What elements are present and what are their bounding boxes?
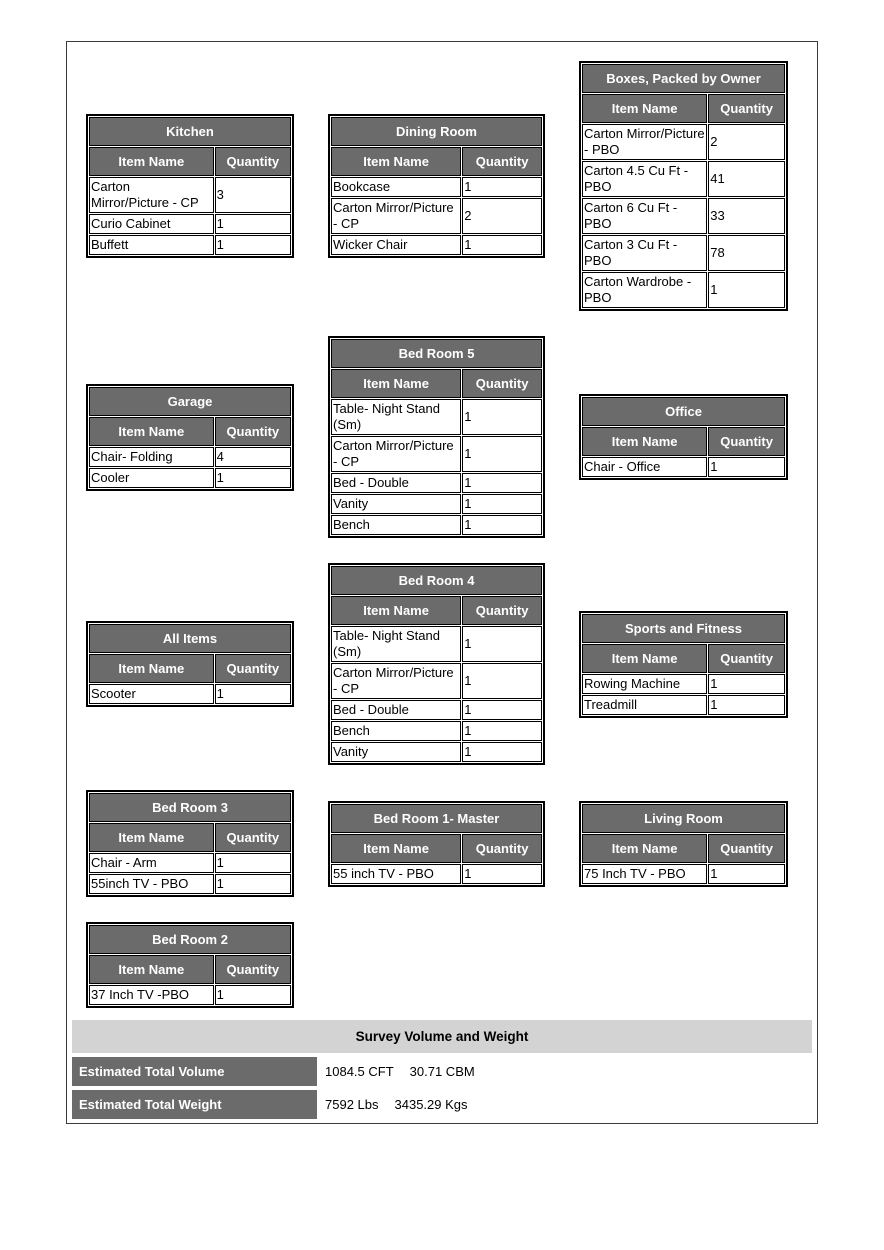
table-title-row [89,624,291,653]
table-row [89,985,291,1005]
column-header-item-name: Item Name [331,369,461,398]
column-header-row [582,94,785,123]
table-title: Bed Room 4 [331,566,542,595]
item-name-cell: Carton 4.5 Cu Ft - PBO [582,161,707,197]
item-name-cell: Vanity [331,742,461,762]
summary-row-weight [72,1090,812,1119]
table-title-row [582,64,785,93]
room-table [328,801,545,887]
item-name-cell: Bench [331,515,461,535]
table-row [582,457,785,477]
estimated-total-weight-label: Estimated Total Weight [72,1090,317,1119]
item-name-cell: Buffett [89,235,214,255]
table-row [89,177,291,213]
table-row [331,198,542,234]
column-header-item-name: Item Name [89,955,214,984]
table-title: Garage [89,387,291,416]
column-header-quantity: Quantity [708,94,785,123]
item-name-cell: 55 inch TV - PBO [331,864,461,884]
quantity-cell: 1 [708,864,785,884]
column-header-row [331,369,542,398]
column-header-quantity: Quantity [708,834,785,863]
table-row [582,124,785,160]
item-name-cell: Vanity [331,494,461,514]
table-row [582,674,785,694]
quantity-cell: 1 [462,721,542,741]
column-header-item-name: Item Name [582,644,707,673]
item-name-cell: Scooter [89,684,214,704]
table-title-row [331,339,542,368]
item-name-cell: Bench [331,721,461,741]
quantity-cell: 1 [215,985,291,1005]
column-header-quantity: Quantity [215,654,291,683]
table-row [582,272,785,308]
item-name-cell: Table- Night Stand (Sm) [331,626,461,662]
quantity-cell: 1 [462,700,542,720]
column-header-row [89,417,291,446]
column-header-row [582,834,785,863]
quantity-cell: 1 [462,663,542,699]
quantity-cell: 1 [462,235,542,255]
quantity-cell: 1 [462,494,542,514]
quantity-cell: 1 [462,473,542,493]
column-header-item-name: Item Name [331,596,461,625]
room-table [86,922,294,1008]
table-title: Boxes, Packed by Owner [582,64,785,93]
inventory-report-page [66,41,818,1124]
table-title: Dining Room [331,117,542,146]
table-title: All Items [89,624,291,653]
item-name-cell: Table- Night Stand (Sm) [331,399,461,435]
quantity-cell: 1 [462,399,542,435]
table-row [331,494,542,514]
grid-cell [579,801,788,887]
quantity-cell: 1 [708,695,785,715]
item-name-cell: Wicker Chair [331,235,461,255]
quantity-cell: 1 [462,436,542,472]
grid-cell [579,61,788,311]
quantity-cell: 1 [462,626,542,662]
grid-cell [86,621,294,707]
volume-cbm-value: 30.71 CBM [409,1064,475,1079]
room-table [328,336,545,538]
estimated-total-volume-value [317,1057,812,1086]
quantity-cell: 1 [462,864,542,884]
room-table [86,114,294,258]
table-title: Sports and Fitness [582,614,785,643]
column-header-quantity: Quantity [215,147,291,176]
item-name-cell: 55inch TV - PBO [89,874,214,894]
table-row [331,663,542,699]
table-title: Bed Room 2 [89,925,291,954]
quantity-cell: 78 [708,235,785,271]
quantity-cell: 1 [215,235,291,255]
column-header-quantity: Quantity [462,147,542,176]
quantity-cell: 2 [462,198,542,234]
estimated-total-weight-value [317,1090,812,1119]
item-name-cell: Curio Cabinet [89,214,214,234]
column-header-item-name: Item Name [331,834,461,863]
column-header-row [89,955,291,984]
column-header-item-name: Item Name [89,654,214,683]
column-header-quantity: Quantity [215,955,291,984]
quantity-cell: 1 [462,515,542,535]
item-name-cell: Rowing Machine [582,674,707,694]
table-title: Bed Room 3 [89,793,291,822]
item-name-cell: 75 Inch TV - PBO [582,864,707,884]
table-row [331,436,542,472]
table-row [582,695,785,715]
item-name-cell: Carton Mirror/Picture - PBO [582,124,707,160]
column-header-quantity: Quantity [215,417,291,446]
column-header-quantity: Quantity [708,427,785,456]
table-title-row [89,117,291,146]
table-row [331,177,542,197]
item-name-cell: Treadmill [582,695,707,715]
column-header-item-name: Item Name [582,94,707,123]
grid-cell [86,790,294,897]
item-name-cell: Carton Wardrobe - PBO [582,272,707,308]
summary-title: Survey Volume and Weight [72,1020,812,1053]
column-header-item-name: Item Name [89,417,214,446]
item-name-cell: Carton 6 Cu Ft - PBO [582,198,707,234]
room-table [579,611,788,718]
item-name-cell: Carton Mirror/Picture - CP [331,663,461,699]
table-row [331,515,542,535]
table-row [331,742,542,762]
table-row [331,721,542,741]
item-name-cell: Bed - Double [331,473,461,493]
column-header-quantity: Quantity [708,644,785,673]
column-header-row [331,596,542,625]
room-table [328,114,545,258]
item-name-cell: Carton Mirror/Picture - CP [89,177,214,213]
quantity-cell: 1 [708,457,785,477]
column-header-quantity: Quantity [462,834,542,863]
table-title: Bed Room 1- Master [331,804,542,833]
table-row [89,235,291,255]
table-row [331,700,542,720]
grid-cell [86,922,294,1008]
quantity-cell: 1 [462,742,542,762]
column-header-row [89,823,291,852]
volume-cft-value: 1084.5 CFT [325,1064,394,1079]
column-header-row [89,654,291,683]
column-header-quantity: Quantity [215,823,291,852]
column-header-item-name: Item Name [582,834,707,863]
column-header-row [331,834,542,863]
column-header-quantity: Quantity [462,596,542,625]
grid-cell [86,384,294,491]
table-row [582,161,785,197]
column-header-item-name: Item Name [89,147,214,176]
table-row [331,473,542,493]
room-tables-grid [86,61,817,1008]
quantity-cell: 1 [215,468,291,488]
table-row [89,853,291,873]
item-name-cell: Chair - Office [582,457,707,477]
column-header-row [89,147,291,176]
weight-lbs-value: 7592 Lbs [325,1097,379,1112]
grid-cell [579,394,788,480]
room-table [579,801,788,887]
summary-section [72,1020,812,1119]
column-header-row [582,427,785,456]
item-name-cell: 37 Inch TV -PBO [89,985,214,1005]
quantity-cell: 41 [708,161,785,197]
column-header-item-name: Item Name [582,427,707,456]
table-row [89,874,291,894]
table-row [582,864,785,884]
item-name-cell: Carton 3 Cu Ft - PBO [582,235,707,271]
column-header-item-name: Item Name [331,147,461,176]
item-name-cell: Cooler [89,468,214,488]
item-name-cell: Chair- Folding [89,447,214,467]
table-title-row [89,387,291,416]
grid-cell [328,563,545,765]
table-row [89,214,291,234]
room-table [86,384,294,491]
room-table [86,621,294,707]
room-table [328,563,545,765]
grid-cell [579,611,788,718]
grid-cell [328,336,545,538]
quantity-cell: 1 [215,214,291,234]
table-title: Living Room [582,804,785,833]
table-title-row [331,117,542,146]
quantity-cell: 1 [215,853,291,873]
table-title-row [331,566,542,595]
room-table [579,394,788,480]
estimated-total-volume-label: Estimated Total Volume [72,1057,317,1086]
table-title: Office [582,397,785,426]
item-name-cell: Bed - Double [331,700,461,720]
room-table [579,61,788,311]
table-row [331,235,542,255]
table-row [89,447,291,467]
column-header-quantity: Quantity [462,369,542,398]
quantity-cell: 2 [708,124,785,160]
column-header-row [582,644,785,673]
table-row [89,684,291,704]
quantity-cell: 1 [708,272,785,308]
summary-row-volume [72,1057,812,1086]
grid-cell [328,114,545,258]
quantity-cell: 1 [215,874,291,894]
table-row [331,626,542,662]
quantity-cell: 1 [462,177,542,197]
quantity-cell: 1 [708,674,785,694]
table-title-row [89,793,291,822]
table-title-row [89,925,291,954]
table-row [582,198,785,234]
table-title-row [582,397,785,426]
grid-cell [86,114,294,258]
table-row [331,399,542,435]
quantity-cell: 33 [708,198,785,234]
item-name-cell: Chair - Arm [89,853,214,873]
quantity-cell: 1 [215,684,291,704]
column-header-row [331,147,542,176]
weight-kgs-value: 3435.29 Kgs [394,1097,468,1112]
table-title-row [582,614,785,643]
item-name-cell: Carton Mirror/Picture - CP [331,436,461,472]
room-table [86,790,294,897]
quantity-cell: 4 [215,447,291,467]
quantity-cell: 3 [215,177,291,213]
table-row [582,235,785,271]
table-title: Kitchen [89,117,291,146]
table-row [331,864,542,884]
column-header-item-name: Item Name [89,823,214,852]
grid-cell [328,801,545,887]
item-name-cell: Carton Mirror/Picture - CP [331,198,461,234]
item-name-cell: Bookcase [331,177,461,197]
table-row [89,468,291,488]
table-title-row [331,804,542,833]
table-title: Bed Room 5 [331,339,542,368]
table-title-row [582,804,785,833]
